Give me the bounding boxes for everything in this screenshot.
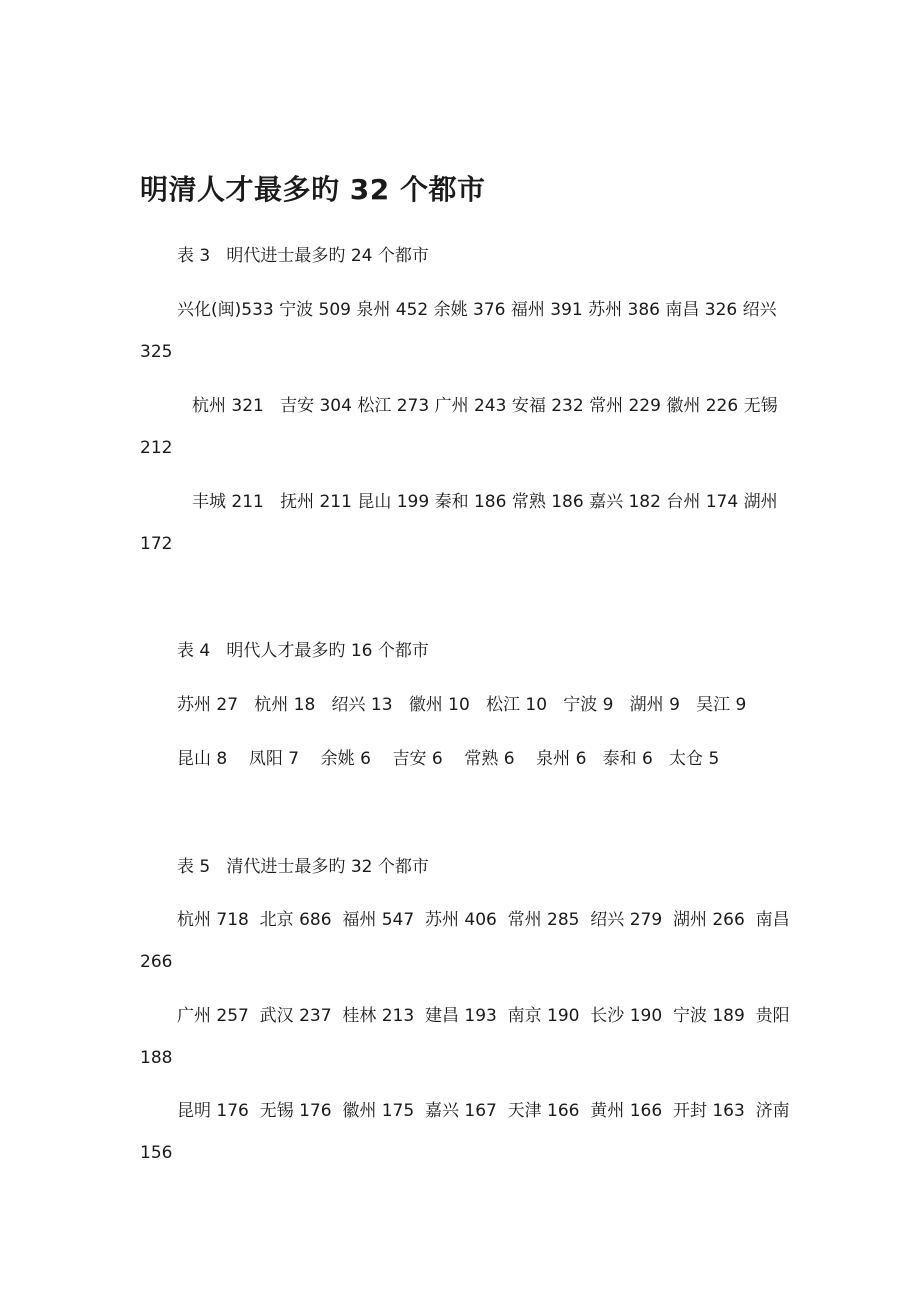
table5-line2-wrap: 188 [140, 1048, 173, 1068]
table3-caption: 表 3 明代进士最多旳 24 个都市 [177, 246, 429, 266]
table4-caption: 表 4 明代人才最多旳 16 个都市 [177, 641, 429, 661]
table5-caption: 表 5 清代进士最多旳 32 个都市 [177, 857, 429, 877]
table4-line1: 苏州 27 杭州 18 绍兴 13 徽州 10 松江 10 宁波 9 湖州 9 吴江 9 [177, 695, 747, 715]
table5-line3-wrap: 156 [140, 1143, 173, 1163]
table5-line2: 广州 257 武汉 237 桂林 213 建昌 193 南京 190 长沙 190 宁波 189 贵阳 [177, 1006, 790, 1026]
table3-line3-wrap: 172 [140, 534, 173, 554]
table3-line3: 丰城 211 抚州 211 昆山 199 秦和 186 常熟 186 嘉兴 182 台州 174 湖州 [192, 492, 778, 512]
document-title: 明清人才最多旳 32 个都市 [140, 173, 486, 206]
table3-line1-wrap: 325 [140, 342, 173, 362]
table3-line2: 杭州 321 吉安 304 松江 273 广州 243 安福 232 常州 229 徽州 226 无锡 [192, 396, 778, 416]
table4-line2: 昆山 8 凤阳 7 余姚 6 吉安 6 常熟 6 泉州 6 泰和 6 太仓 5 [177, 749, 720, 769]
table5-line3: 昆明 176 无锡 176 徽州 175 嘉兴 167 天津 166 黄州 166 开封 163 济南 [177, 1101, 790, 1121]
table3-line1: 兴化(闽)533 宁波 509 泉州 452 余姚 376 福州 391 苏州 386 南昌 326 绍兴 [177, 300, 777, 320]
table5-line1: 杭州 718 北京 686 福州 547 苏州 406 常州 285 绍兴 279 湖州 266 南昌 [177, 910, 790, 930]
table3-line2-wrap: 212 [140, 438, 173, 458]
table5-line1-wrap: 266 [140, 952, 173, 972]
